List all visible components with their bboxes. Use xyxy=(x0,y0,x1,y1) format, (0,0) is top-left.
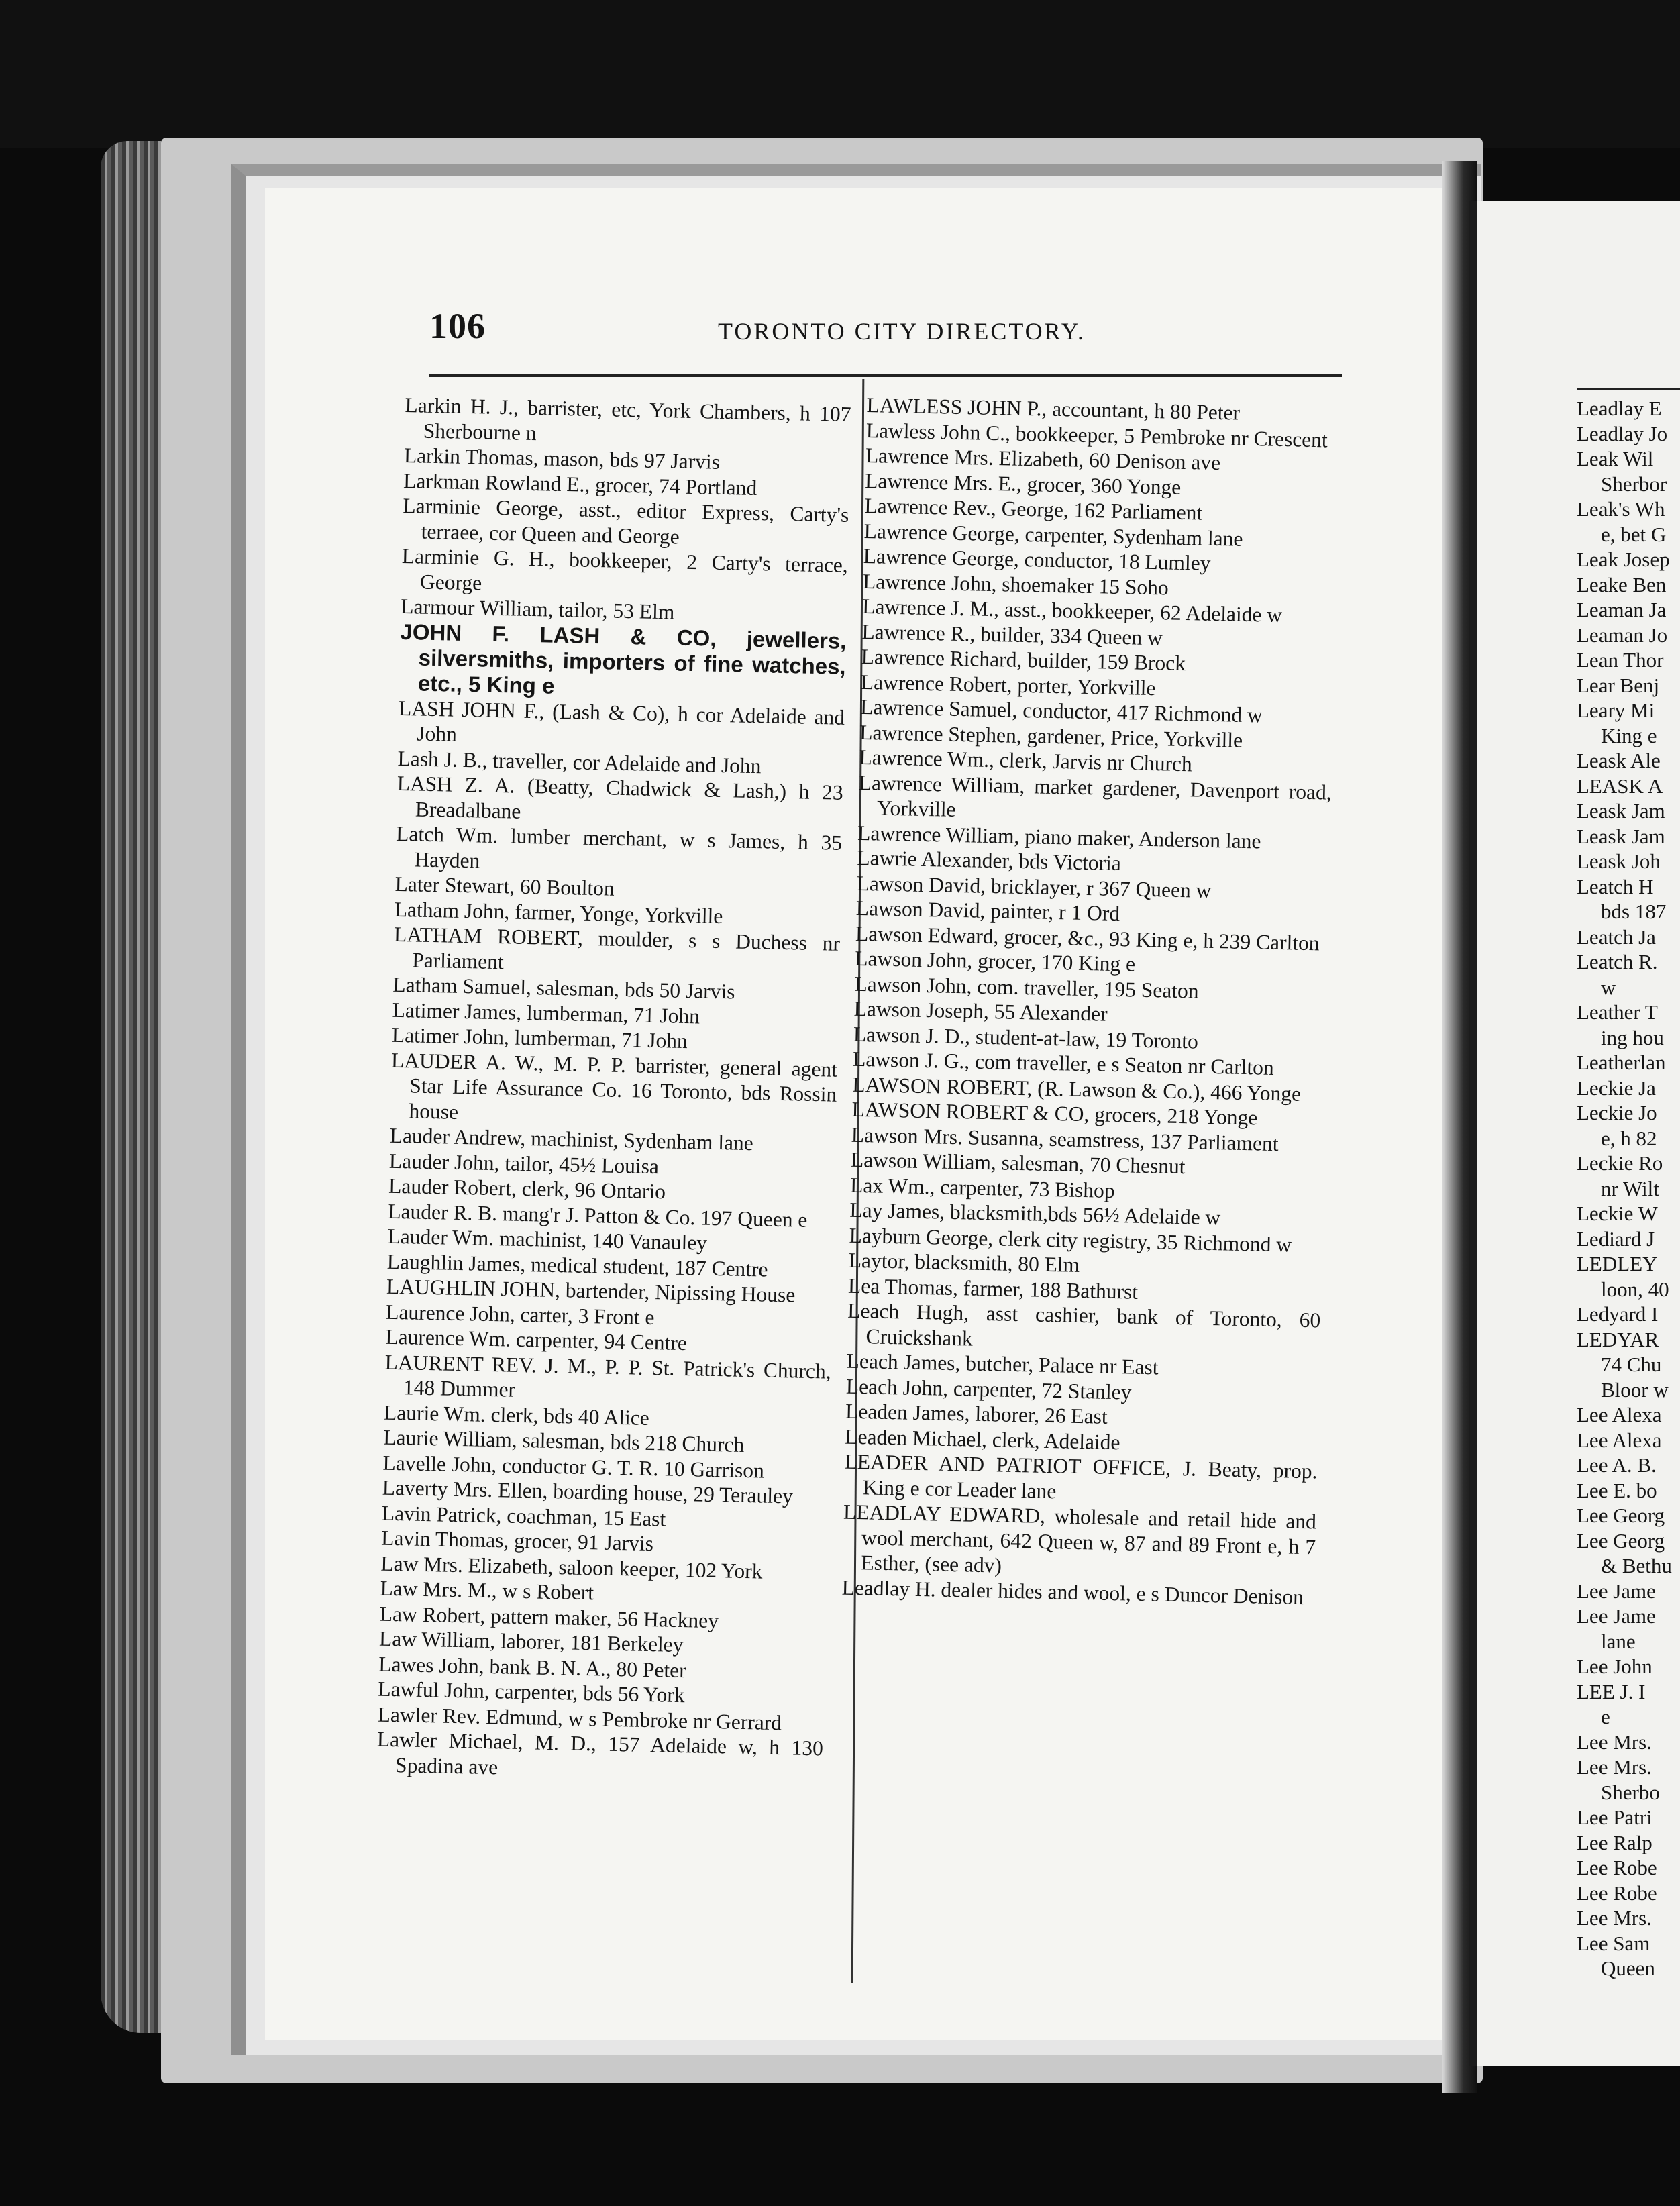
directory-entry: Laughlin James, medical student, 187 Centre xyxy=(386,1249,768,1281)
directory-entry-fragment: Lee Robe xyxy=(1577,1856,1657,1879)
directory-entry-fragment: Leask Jam xyxy=(1577,824,1665,848)
directory-entry-fragment: LEDYAR xyxy=(1577,1327,1659,1351)
directory-entry: Laytor, blacksmith, 80 Elm xyxy=(848,1248,1080,1277)
directory-entry-fragment: Leckie Ro xyxy=(1577,1151,1663,1175)
directory-entry-fragment: Lee Mrs. xyxy=(1577,1906,1652,1930)
directory-entry-fragment: Lediard J xyxy=(1577,1226,1655,1251)
directory-entry: Lawson Joseph, 55 Alexander xyxy=(853,996,1108,1026)
directory-entry: Lawson Edward, grocer, &c., 93 King e, h 239 Carlton xyxy=(855,921,1320,955)
directory-entry-fragment: LEE J. I xyxy=(1577,1679,1646,1703)
directory-entry: Lawrence Stephen, gardener, Price, Yorkville xyxy=(859,720,1243,752)
directory-entry: Later Stewart, 60 Boulton xyxy=(395,872,615,900)
directory-entry: Law Mrs. M., w s Robert xyxy=(380,1576,594,1605)
directory-entry: Lawes John, bank B. N. A., 80 Peter xyxy=(378,1652,687,1682)
directory-entry: LASH Z. A. (Beatty, Chadwick & Lash,) h 23 Breadalbane xyxy=(397,771,844,823)
directory-entry-fragment: Lean Thor xyxy=(1577,648,1664,672)
directory-entry: Larminie George, asst., editor Express, Carty's terraee, cor Queen and George xyxy=(403,493,849,549)
directory-entry: Leach John, carpenter, 72 Stanley xyxy=(845,1374,1132,1404)
page-header xyxy=(429,305,1349,352)
directory-entry-fragment: Leake Ben xyxy=(1577,572,1667,596)
directory-entry: Laverty Mrs. Ellen, boarding house, 29 Terauley xyxy=(382,1475,794,1508)
directory-entry-fragment: Lee Ralp xyxy=(1577,1830,1652,1854)
directory-entry: Lavin Thomas, grocer, 91 Jarvis xyxy=(380,1526,654,1556)
directory-entry-fragment: & Bethu xyxy=(1601,1554,1672,1577)
page-number: 106 xyxy=(429,306,486,346)
directory-entry-fragment: Lee Georg xyxy=(1577,1504,1665,1527)
directory-entry: Lauder R. B. mang'r J. Patton & Co. 197 Queen e xyxy=(388,1199,808,1232)
directory-entry-fragment: Lee E. bo xyxy=(1577,1478,1657,1502)
directory-entry-fragment: Leask Ale xyxy=(1577,749,1661,772)
directory-entry: Lauder Andrew, machinist, Sydenham lane xyxy=(389,1123,754,1155)
directory-entry: Lawler Michael, M. D., 157 Adelaide w, h 130 Spadina ave xyxy=(376,1727,824,1779)
directory-entry-fragment: Leather T xyxy=(1577,1000,1658,1024)
directory-entry: Leach Hugh, asst cashier, bank of Toronto, 60 Cruickshank xyxy=(847,1298,1321,1351)
directory-entry: Laurence John, carter, 3 Front e xyxy=(385,1300,655,1329)
directory-entry-fragment: Lee Jame xyxy=(1577,1579,1656,1603)
directory-entry-fragment: Bloor w xyxy=(1601,1377,1669,1402)
directory-entry: LAWLESS JOHN P., accountant, h 80 Peter xyxy=(866,392,1241,425)
directory-entry: Lawrence William, piano maker, Anderson lane xyxy=(857,821,1261,853)
directory-entry-fragment: nr Wilt xyxy=(1601,1176,1659,1200)
directory-entry: Lawrence Robert, porter, Yorkville xyxy=(860,670,1156,700)
directory-entry: Lawson David, painter, r 1 Ord xyxy=(855,896,1120,926)
directory-entry: Lawson John, com. traveller, 195 Seaton xyxy=(854,971,1199,1003)
directory-entry-fragment: Leak's Wh xyxy=(1577,497,1665,521)
directory-entry-fragment: Lee John xyxy=(1577,1654,1652,1678)
directory-entry-fragment: King e xyxy=(1601,723,1657,747)
directory-entry: Larkman Rowland E., grocer, 74 Portland xyxy=(403,468,757,500)
directory-entry-fragment: Leckie W xyxy=(1577,1202,1658,1225)
directory-entry-fragment: Leadlay E xyxy=(1577,397,1662,420)
directory-entry: Lawson William, salesman, 70 Chesnut xyxy=(850,1147,1186,1179)
directory-entry-fragment: Leary Mi xyxy=(1577,698,1655,722)
directory-entry-fragment: Leaman Jo xyxy=(1577,623,1668,647)
directory-entry-fragment: Lee Jame xyxy=(1577,1604,1656,1628)
directory-entry: Larkin Thomas, mason, bds 97 Jarvis xyxy=(403,443,721,474)
directory-entry-fragment: Leatch Ja xyxy=(1577,925,1656,949)
directory-entry: Laurie William, salesman, bds 218 Church xyxy=(383,1425,745,1457)
directory-entry: Lawler Rev. Edmund, w s Pembroke nr Gerrard xyxy=(377,1702,782,1734)
directory-entry: Lawrence William, market gardener, Davenport road, Yorkville xyxy=(858,770,1332,821)
directory-entry: Lawrence Richard, builder, 159 Brock xyxy=(861,644,1186,676)
directory-entry: Lawrie Alexander, bds Victoria xyxy=(857,845,1122,876)
directory-entry-fragment: Lee A. B. xyxy=(1577,1453,1657,1477)
directory-column-middle xyxy=(841,392,1340,1610)
directory-entry: Lawrence Mrs. E., grocer, 360 Yonge xyxy=(864,468,1182,499)
directory-entry: LAWSON ROBERT & CO, grocers, 218 Yonge xyxy=(851,1097,1258,1130)
directory-entry: Lawrence Mrs. Elizabeth, 60 Denison ave xyxy=(865,443,1221,475)
directory-entry: Lawson Mrs. Susanna, seamstress, 137 Parliament xyxy=(851,1122,1279,1155)
directory-entry: Lauder Wm. machinist, 140 Vanauley xyxy=(387,1224,708,1255)
directory-entry: Latham Samuel, salesman, bds 50 Jarvis xyxy=(392,972,735,1004)
directory-entry: LASH JOHN F., (Lash & Co), h cor Adelaide and John xyxy=(398,696,845,746)
directory-column-left xyxy=(376,392,851,1786)
directory-entry: Latham John, farmer, Yonge, Yorkville xyxy=(394,897,723,928)
directory-entry: Larminie G. H., bookkeeper, 2 Carty's terrace, George xyxy=(401,543,849,594)
directory-column-right-fragment xyxy=(1577,396,1680,1981)
directory-entry-fragment: LEDLEY xyxy=(1577,1252,1658,1275)
directory-entry: Lavin Patrick, coachman, 15 East xyxy=(381,1501,666,1530)
directory-entry: Leadlay H. dealer hides and wool, e s Duncor Denison xyxy=(841,1575,1304,1609)
running-title: TORONTO CITY DIRECTORY. xyxy=(718,318,1086,345)
directory-entry-fragment: Lee Patri xyxy=(1577,1805,1652,1829)
directory-entry-fragment: Queen xyxy=(1601,1956,1655,1980)
directory-entry: Lavelle John, conductor G. T. R. 10 Garrison xyxy=(382,1451,765,1483)
directory-entry: Lawrence R., builder, 334 Queen w xyxy=(861,619,1163,649)
directory-entry: Law William, laborer, 181 Berkeley xyxy=(378,1626,684,1657)
directory-entry: Leach James, butcher, Palace nr East xyxy=(846,1349,1159,1379)
directory-entry-fragment: Ledyard I xyxy=(1577,1302,1659,1326)
directory-entry-fragment: Lee Mrs. xyxy=(1577,1730,1652,1754)
directory-entry: LEADLAY EDWARD, wholesale and retail hide and wool merchant, 642 Queen w, 87 and 89 Front e, h 7 Esther, (see adv) xyxy=(843,1500,1317,1577)
directory-entry: Larmour William, tailor, 53 Elm xyxy=(400,594,675,624)
directory-entry: Lauder Robert, clerk, 96 Ontario xyxy=(388,1173,666,1204)
directory-entry: Lauder John, tailor, 45½ Louisa xyxy=(388,1149,660,1178)
directory-entry-fragment: loon, 40 xyxy=(1601,1277,1669,1301)
directory-entry: Law Robert, pattern maker, 56 Hackney xyxy=(379,1601,719,1632)
directory-entry: Leaden James, laborer, 26 East xyxy=(845,1399,1108,1428)
directory-entry-fragment: e xyxy=(1601,1705,1610,1728)
directory-entry: Lea Thomas, farmer, 188 Bathurst xyxy=(847,1273,1139,1304)
directory-entry-fragment: Lee Georg xyxy=(1577,1528,1665,1553)
directory-entry: Latch Wm. lumber merchant, w s James, h 35 Hayden xyxy=(395,821,843,872)
directory-entry-fragment: LEASK A xyxy=(1577,774,1663,798)
directory-entry: Lawson J. D., student-at-law, 19 Toronto xyxy=(853,1022,1199,1053)
directory-entry-fragment: Leatch H xyxy=(1577,874,1654,898)
directory-entry: Leaden Michael, clerk, Adelaide xyxy=(845,1424,1120,1454)
directory-entry-fragment: Leaman Ja xyxy=(1577,598,1667,621)
directory-entry: Lash J. B., traveller, cor Adelaide and John xyxy=(397,746,762,778)
directory-entry: LAUDER A. W., M. P. P. barrister, general agent Star Life Assurance Co. 16 Toronto, bds Rossin house xyxy=(390,1048,838,1124)
directory-entry-fragment: Leadlay Jo xyxy=(1577,421,1668,445)
directory-entry: LATHAM ROBERT, moulder, s s Duchess nr Parliament xyxy=(393,922,841,974)
directory-entry: Lawrence George, conductor, 18 Lumley xyxy=(863,543,1211,575)
directory-entry: JOHN F. LASH & CO, jewellers, silversmiths, importers of fine watches, etc., 5 King e xyxy=(400,619,847,698)
directory-entry-fragment: ing hou xyxy=(1601,1025,1664,1049)
directory-entry: Laurie Wm. clerk, bds 40 Alice xyxy=(383,1400,650,1430)
directory-entry-fragment: w xyxy=(1601,975,1616,999)
directory-entry-fragment: e, h 82 xyxy=(1601,1126,1657,1150)
directory-entry: LAURENT REV. J. M., P. P. St. Patrick's Church, 148 Dummer xyxy=(384,1350,831,1402)
directory-entry: Lawrence Wm., clerk, Jarvis nr Church xyxy=(859,745,1193,776)
directory-entry: Lawrence Samuel, conductor, 417 Richmond w xyxy=(859,694,1263,727)
directory-entry-fragment: Lee Robe xyxy=(1577,1881,1657,1905)
directory-entry-fragment: Sherbo xyxy=(1601,1780,1660,1804)
directory-entry-fragment: Leckie Ja xyxy=(1577,1075,1656,1100)
directory-entry-fragment: Leatherlan xyxy=(1577,1051,1666,1074)
directory-entry: LEADER AND PATRIOT OFFICE, J. Beaty, prop. King e cor Leader lane xyxy=(844,1449,1318,1503)
directory-entry: Lawson David, bricklayer, r 367 Queen w xyxy=(856,871,1212,902)
directory-entry: Layburn George, clerk city registry, 35 Richmond w xyxy=(849,1223,1292,1257)
directory-entry: Lawson John, grocer, 170 King e xyxy=(854,946,1136,976)
directory-entry: Lawful John, carpenter, bds 56 York xyxy=(378,1677,685,1708)
directory-entry: Law Mrs. Elizabeth, saloon keeper, 102 York xyxy=(380,1551,763,1583)
directory-entry: Lawrence Rev., George, 162 Parliament xyxy=(864,493,1203,525)
directory-entry-fragment: Leckie Jo xyxy=(1577,1101,1657,1124)
directory-entry: LAWSON ROBERT, (R. Lawson & Co.), 466 Yonge xyxy=(852,1072,1302,1106)
directory-entry-fragment: Lear Benj xyxy=(1577,673,1660,697)
directory-entry: Lawrence John, shoemaker 15 Soho xyxy=(862,569,1169,599)
header-rule xyxy=(429,374,1342,377)
directory-entry-fragment: Lee Mrs. xyxy=(1577,1755,1652,1779)
directory-entry-fragment: Lee Sam xyxy=(1577,1931,1650,1955)
directory-entry-fragment: Lee Alexa xyxy=(1577,1403,1662,1426)
directory-entry: Latimer James, lumberman, 71 John xyxy=(392,998,700,1028)
directory-entry: Lawson J. G., com traveller, e s Seaton nr Carlton xyxy=(852,1047,1275,1080)
directory-entry: Lax Wm., carpenter, 73 Bishop xyxy=(849,1173,1115,1202)
directory-entry: LAUGHLIN JOHN, bartender, Nipissing House xyxy=(386,1274,796,1307)
directory-entry: Larkin H. J., barrister, etc, York Chambers, h 107 Sherbourne n xyxy=(405,392,851,445)
directory-entry: Lawrence George, carpenter, Sydenham lane xyxy=(863,519,1243,551)
directory-entry-fragment: 74 Chu xyxy=(1601,1353,1662,1376)
directory-entry-fragment: bds 187 xyxy=(1601,900,1667,923)
scanner-background xyxy=(0,0,1680,148)
directory-entry: Lawrence J. M., asst., bookkeeper, 62 Adelaide w xyxy=(861,594,1283,627)
directory-entry-fragment: e, bet G xyxy=(1601,522,1667,546)
directory-entry-fragment: Leask Joh xyxy=(1577,849,1661,873)
directory-entry-fragment: Leak Wil xyxy=(1577,447,1654,470)
directory-entry: Laurence Wm. carpenter, 94 Centre xyxy=(385,1324,688,1355)
directory-entry: Latimer John, lumberman, 71 John xyxy=(391,1022,688,1053)
directory-entry-fragment: Sherbor xyxy=(1601,472,1667,496)
directory-entry-fragment: Leak Josep xyxy=(1577,547,1670,571)
directory-entry-fragment: Lee Alexa xyxy=(1577,1428,1662,1452)
directory-entry-fragment: lane xyxy=(1601,1629,1636,1653)
directory-entry-fragment: Leask Jam xyxy=(1577,799,1665,823)
directory-entry: Lay James, blacksmith,bds 56½ Adelaide w xyxy=(849,1198,1221,1230)
right-page-header-rule xyxy=(1577,388,1680,390)
directory-entry-fragment: Leatch R. xyxy=(1577,950,1658,974)
directory-entry: Lawless John C., bookkeeper, 5 Pembroke nr Crescent xyxy=(865,418,1328,452)
